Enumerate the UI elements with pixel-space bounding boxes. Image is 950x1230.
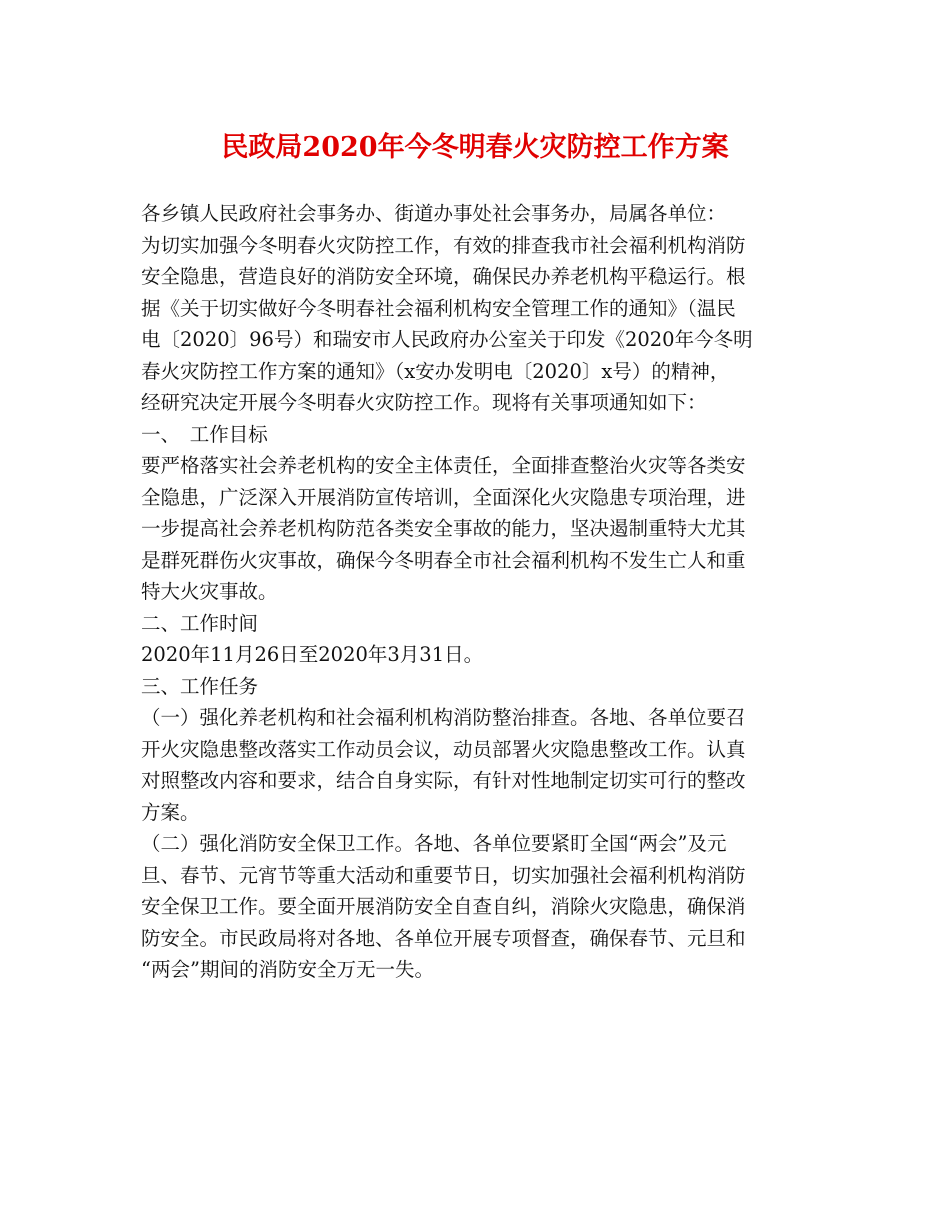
body-line: 各乡镇人民政府社会事务办、街道办事处社会事务办，局属各单位： [141, 202, 727, 225]
body-line: （二）强化消防安全保卫工作。各地、各单位要紧盯全国“两会”及元 [141, 832, 727, 855]
body-line: 一步提高社会养老机构防范各类安全事故的能力，坚决遏制重特大尤其 [141, 517, 746, 540]
body-line: 旦、春节、元宵节等重大活动和重要节日，切实加强社会福利机构消防 [141, 863, 746, 887]
section-heading: 二、工作时间 [141, 611, 259, 635]
document-body [141, 198, 821, 986]
body-line: 安全隐患，营造良好的消防安全环境，确保民办养老机构平稳运行。根 [141, 265, 746, 288]
body-line: （一）强化养老机构和社会福利机构消防整治排查。各地、各单位要召 [141, 706, 746, 729]
body-line: 是群死群伤火灾事故，确保今冬明春全市社会福利机构不发生亡人和重 [141, 548, 746, 572]
body-line: 为切实加强今冬明春火灾防控工作，有效的排查我市社会福利机构消防 [141, 233, 746, 257]
section-heading: 三、工作任务 [141, 674, 259, 698]
body-line: 电〔2020〕96号）和瑞安市人民政府办公室关于印发《2020年今冬明 [141, 328, 753, 351]
body-line: 方案。 [141, 800, 200, 824]
body-line: 2020年11月26日至2020年3月31日。 [141, 643, 484, 666]
section-heading: 一、 工作目标 [141, 422, 268, 446]
body-line: 防安全。市民政局将对各地、各单位开展专项督查，确保春节、元旦和 [141, 926, 746, 950]
body-line: 据《关于切实做好今冬明春社会福利机构安全管理工作的通知》（温民 [141, 296, 736, 320]
document-title: 民政局2020年今冬明春火灾防控工作方案 [221, 132, 729, 163]
body-line: 对照整改内容和要求，结合自身实际，有针对性地制定切实可行的整改 [141, 769, 746, 792]
body-line: 经研究决定开展今冬明春火灾防控工作。现将有关事项通知如下： [141, 391, 707, 414]
body-line: 全隐患，广泛深入开展消防宣传培训，全面深化火灾隐患专项治理，进 [141, 485, 746, 509]
body-line: 安全保卫工作。要全面开展消防安全自查自纠，消除火灾隐患，确保消 [141, 895, 746, 918]
body-line: 开火灾隐患整改落实工作动员会议，动员部署火灾隐患整改工作。认真 [141, 737, 746, 761]
body-line: 特大火灾事故。 [141, 580, 278, 603]
body-line: “两会”期间的消防安全万无一失。 [141, 958, 434, 981]
body-line: 要严格落实社会养老机构的安全主体责任，全面排查整治火灾等各类安 [141, 454, 746, 477]
body-line: 春火灾防控工作方案的通知》（x安办发明电〔2020〕x号）的精神， [141, 359, 730, 383]
